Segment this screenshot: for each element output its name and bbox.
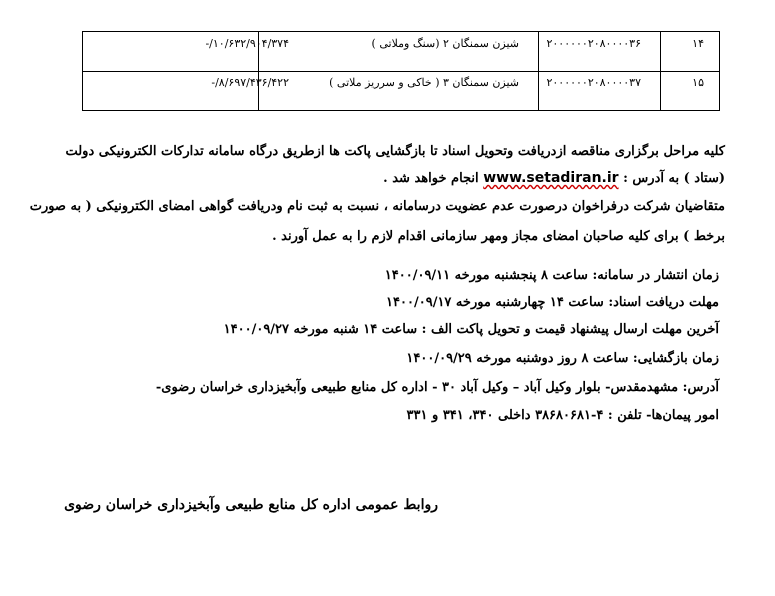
row-amount: -/۸/۶۹۷/۴۳۶/۴۲۲ — [211, 76, 289, 89]
body-line-1: کلیه مراحل برگزاری مناقصه ازدریافت وتحویل اسناد تا بازگشایی پاکت ها ازطریق درگاه سامانه تدارکات الکترونیکی دولت — [65, 144, 725, 159]
row-description: شیزن سمنگان ۳ ( خاکی و سرریز ملاتی ) — [329, 76, 519, 89]
row-code: ۲۰۰۰۰۰۰۲۰۸۰۰۰۰۳۶ — [546, 37, 641, 50]
column-divider — [538, 32, 539, 110]
table-row — [83, 32, 719, 72]
row-amount: -/۱۰/۶۳۲/۹۰۴/۳۷۴ — [205, 37, 289, 50]
publish-time: زمان انتشار در سامانه: ساعت ۸ پنجشنبه مورخه ۱۴۰۰/۰۹/۱۱ — [384, 268, 719, 283]
row-description: شیزن سمنگان ۲ (سنگ وملاتی ) — [371, 37, 519, 50]
body-line-2-prefix: (ستاد ) به آدرس : — [623, 171, 725, 186]
body-line-2-suffix: انجام خواهد شد . — [383, 171, 479, 186]
row-code: ۲۰۰۰۰۰۰۲۰۸۰۰۰۰۳۷ — [546, 76, 641, 89]
docs-deadline: مهلت دریافت اسناد: ساعت ۱۴ چهارشنبه مورخه ۱۴۰۰/۰۹/۱۷ — [386, 295, 719, 310]
phone: امور پیمان‌ها- تلفن : ۴-۳۸۶۸۰۶۸۱ داخلی ۳۴۰، ۳۴۱ و ۳۳۱ — [406, 408, 719, 423]
row-number: ۱۴ — [692, 37, 704, 50]
body-line-4: برخط ) برای کلیه صاحبان امضای مجاز ومهر سازمانی اقدام لازم را به عمل آورند . — [272, 229, 725, 244]
column-divider — [660, 32, 661, 110]
address: آدرس: مشهدمقدس- بلوار وکیل آباد – وکیل آباد ۳۰ - اداره کل منابع طبیعی وآبخیزداری خراسان رضوی- — [155, 380, 719, 395]
setadiran-link[interactable]: www.setadiran.ir — [483, 170, 619, 186]
items-table — [82, 31, 720, 111]
column-divider — [258, 32, 259, 110]
table-row — [83, 71, 719, 110]
submit-deadline: آخرین مهلت ارسال پیشنهاد قیمت و تحویل پاکت الف : ساعت ۱۴ شنبه مورخه ۱۴۰۰/۰۹/۲۷ — [223, 322, 719, 337]
opening-time: زمان بازگشایی: ساعت ۸ روز دوشنبه مورخه ۱۴۰۰/۰۹/۲۹ — [406, 351, 719, 366]
row-number: ۱۵ — [692, 76, 704, 89]
body-line-2 — [50, 170, 725, 187]
footer-signature: روابط عمومی اداره کل منابع طبیعی وآبخیزداری خراسان رضوی — [64, 497, 438, 513]
body-line-3: متقاضیان شرکت درفراخوان درصورت عدم عضویت درسامانه ، نسبت به ثبت نام ودریافت گواهی امضای الکترونیکی ( به صورت — [29, 199, 725, 214]
